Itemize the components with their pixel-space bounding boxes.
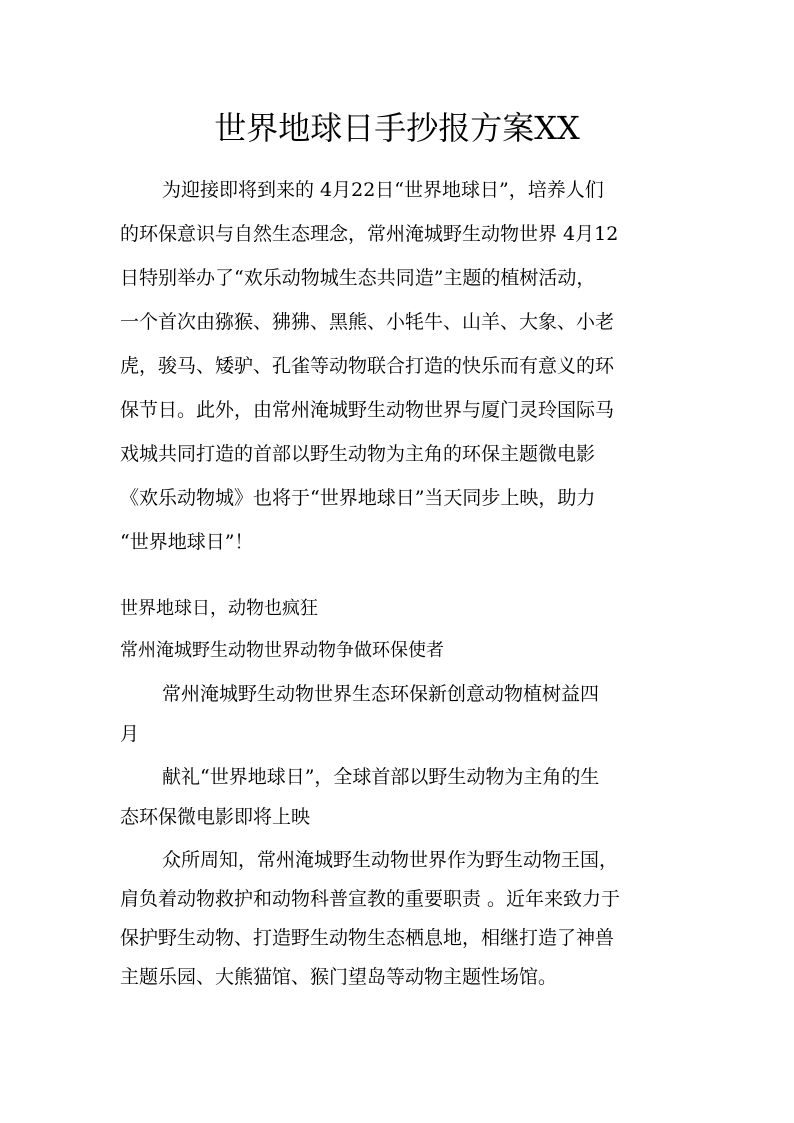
- paragraph3-line: 献礼“世界地球日”，全球首部以野生动物为主角的生: [162, 766, 600, 788]
- paragraph1-line: “世界地球日”！: [120, 531, 254, 553]
- paragraph1-line: 保节日。此外，由常州淹城野生动物世界与厦门灵玲国际马: [120, 399, 615, 421]
- paragraph1-line: 虎，骏马、矮驴、孔雀等动物联合打造的快乐而有意义的环: [120, 355, 615, 377]
- paragraph3-line: 态环保微电影即将上映: [120, 806, 311, 828]
- paragraph1-line: 戏城共同打造的首部以野生动物为主角的环保主题微电影: [120, 443, 596, 465]
- paragraph4-line: 肩负着动物救护和动物科普宣教的重要职责 。近年来致力于: [120, 888, 621, 910]
- paragraph4-line: 主题乐园、大熊猫馆、猴门望岛等动物主题性场馆。: [120, 966, 558, 988]
- paragraph2-line: 常州淹城野生动物世界生态环保新创意动物植树益四: [162, 683, 600, 705]
- paragraph4-line: 保护野生动物、打造野生动物生态栖息地，相继打造了神兽: [120, 927, 615, 949]
- paragraph1-line: 日特别举办了“欢乐动物城生态共同造”主题的植树活动，: [120, 267, 596, 289]
- paragraph1-line: 为迎接即将到来的 4月22日“世界地球日”，培养人们: [162, 179, 604, 201]
- document-title: 世界地球日手抄报方案XX: [214, 109, 580, 147]
- paragraph1-line: 一个首次由猕猴、狒狒、黑熊、小牦牛、山羊、大象、小老: [120, 311, 615, 333]
- paragraph1-line: 《欢乐动物城》也将于“世界地球日”当天同步上映，助力: [120, 487, 596, 509]
- paragraph2-line: 月: [120, 723, 140, 745]
- paragraph1-line: 的环保意识与自然生态理念，常州淹城野生动物世界 4月12: [120, 223, 619, 245]
- paragraph4-line: 众所周知，常州淹城野生动物世界作为野生动物王国，: [162, 849, 619, 871]
- section-subheading: 常州淹城野生动物世界动物争做环保使者: [120, 640, 444, 661]
- section-heading: 世界地球日，动物也疯狂: [120, 598, 318, 619]
